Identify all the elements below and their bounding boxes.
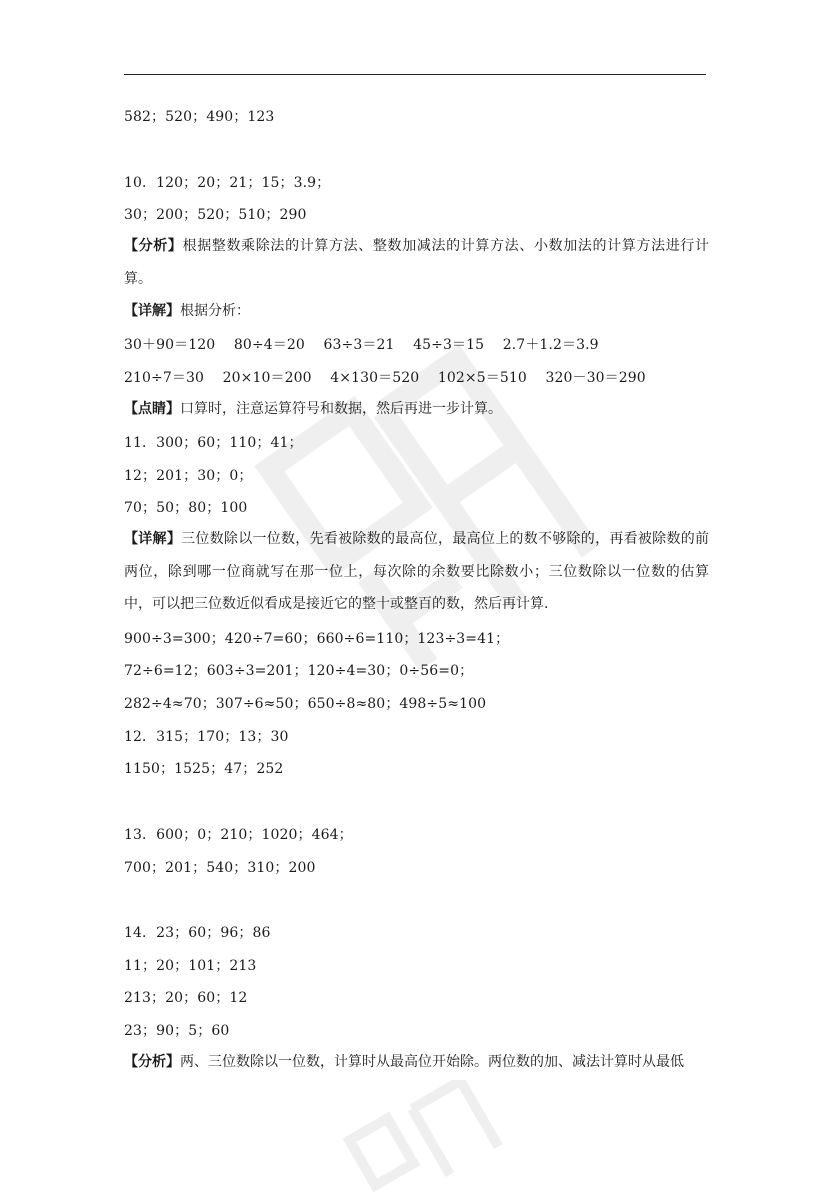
note-paragraph (124, 393, 709, 426)
analysis-tag: 【分析】 (124, 1054, 180, 1070)
answer-line: 1150；1525；47；252 (124, 761, 284, 777)
answer-line: 70；50；80；100 (124, 500, 248, 516)
answer-line: 10．120；20；21；15；3.9； (124, 175, 331, 191)
answer-line: 23；90；5；60 (124, 1023, 230, 1039)
detail-text: 三位数除以一位数，先看被除数的最高位，最高位上的数不够除的，再看被除数的前两位，除到哪一位商就写在那一位上，每次除的余数要比除数小；三位数除以一位数的估算中，可以把三位数近似看成是接近它的整十或整百的数，然后再计算. (124, 531, 710, 612)
answer-line: 13．600；0；210；1020；464； (124, 827, 353, 843)
analysis-text: 根据整数乘除法的计算方法、整数加减法的计算方法、小数加法的计算方法进行计算。 (124, 238, 710, 287)
answer-line: 12．315；170；13；30 (124, 729, 289, 745)
note-tag: 【点睛】 (124, 401, 180, 417)
answer-line: 11；20；101；213 (124, 958, 257, 974)
detail-paragraph (124, 295, 709, 328)
note-text: 口算时，注意运算符号和数据，然后再进一步计算。 (180, 401, 502, 417)
analysis-paragraph (124, 1046, 709, 1079)
answer-line: 582；520；490；123 (124, 109, 275, 125)
calc-line: 282÷4≈70；307÷6≈50；650÷8≈80；498÷5≈100 (124, 696, 487, 712)
calc-line: 900÷3=300；420÷7=60；660÷6=110；123÷3=41； (124, 631, 510, 647)
answer-line: 30；200；520；510；290 (124, 207, 307, 223)
answer-line: 213；20；60；12 (124, 990, 248, 1006)
header-rule (124, 74, 706, 75)
detail-text: 根据分析： (180, 303, 250, 319)
detail-tag: 【详解】 (124, 303, 180, 319)
analysis-tag: 【分析】 (124, 238, 183, 254)
calc-line: 72÷6=12；603÷3=201；120÷4=30；0÷56=0； (124, 663, 474, 679)
analysis-paragraph (124, 230, 709, 295)
answer-line: 14．23；60；96；86 (124, 925, 271, 941)
answer-line: 12；201；30；0； (124, 468, 253, 484)
watermark-logo-bottom (330, 1080, 530, 1200)
calc-line: 30＋90＝120 80÷4＝20 63÷3＝21 45÷3＝15 2.7＋1.2＝3.9 (124, 337, 599, 353)
detail-tag: 【详解】 (124, 531, 182, 547)
detail-paragraph (124, 523, 709, 621)
answer-line: 700；201；540；310；200 (124, 860, 316, 876)
analysis-text: 两、三位数除以一位数，计算时从最高位开始除。两位数的加、减法计算时从最低 (180, 1054, 684, 1070)
answer-line: 11．300；60；110；41； (124, 435, 303, 451)
calc-line: 210÷7＝30 20×10＝200 4×130＝520 102×5＝510 320－30＝290 (124, 370, 646, 386)
